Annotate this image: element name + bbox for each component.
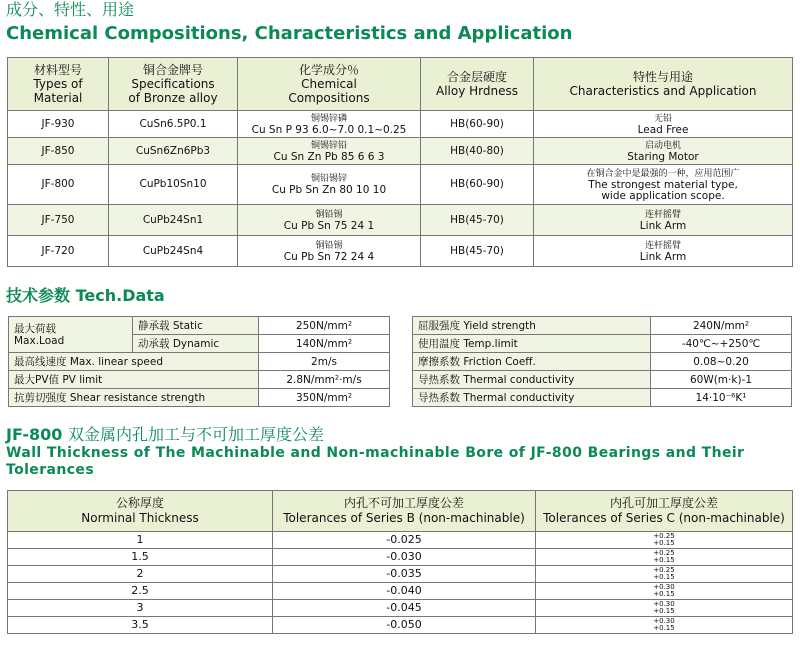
- header-application: 特性与用途 Characteristics and Application: [534, 58, 793, 111]
- header-series-c: 内孔可加工厚度公差 Tolerances of Series C (non-machinable): [536, 491, 793, 532]
- cell-type: JF-750: [8, 205, 109, 236]
- table-row: [413, 335, 792, 353]
- table-row: [8, 549, 793, 566]
- cell-series-b: -0.035: [273, 566, 536, 583]
- composition-table: [7, 57, 793, 267]
- table-row: [413, 317, 792, 335]
- friction-label: 摩擦系数 Friction Coeff.: [413, 353, 651, 371]
- cell-series-c: +0.30 +0.15: [536, 600, 793, 617]
- section-title-wall-thickness-en: Wall Thickness of The Machinable and Non-machinable Bore of JF-800 Bearings and Their Tolerances: [6, 445, 745, 478]
- cell-type: JF-800: [8, 165, 109, 205]
- table-row: [8, 111, 793, 138]
- header-type: 材料型号 Types of Material: [8, 58, 109, 111]
- friction-value: 0.08~0.20: [651, 353, 792, 371]
- dynamic-label: 动承载 Dynamic: [133, 335, 259, 353]
- cell-thickness: 1: [8, 532, 273, 549]
- cell-hardness: HB(40-80): [421, 138, 534, 165]
- table-row: [8, 617, 793, 634]
- cell-series-b: -0.025: [273, 532, 536, 549]
- cell-composition: 铜锡锌铅 Cu Sn Zn Pb 85 6 6 3: [238, 138, 421, 165]
- table-row: [9, 317, 390, 335]
- table-row: [8, 138, 793, 165]
- cell-series-c: +0.30 +0.15: [536, 583, 793, 600]
- table-row: [8, 165, 793, 205]
- thermal-value-2: 14·10⁻⁶K¹: [651, 389, 792, 407]
- cell-application: 无铅 Lead Free: [534, 111, 793, 138]
- cell-application: 在铜合金中是最强的一种，应用范围广 The strongest material type, wide application scope.: [534, 165, 793, 205]
- table-row: [8, 532, 793, 549]
- table-row: [9, 353, 390, 371]
- cell-thickness: 1.5: [8, 549, 273, 566]
- table-row: [9, 389, 390, 407]
- header-spec: 铜合金牌号 Specifications of Bronze alloy: [109, 58, 238, 111]
- wall-thickness-table: [7, 490, 793, 634]
- cell-spec: CuPb10Sn10: [109, 165, 238, 205]
- cell-hardness: HB(60-90): [421, 111, 534, 138]
- temp-value: -40℃~+250℃: [651, 335, 792, 353]
- cell-composition: 铜锡锌磷 Cu Sn P 93 6.0~7.0 0.1~0.25: [238, 111, 421, 138]
- cell-hardness: HB(60-90): [421, 165, 534, 205]
- cell-thickness: 2: [8, 566, 273, 583]
- table-row: [413, 389, 792, 407]
- header-hardness: 合金层硬度 Alloy Hrdness: [421, 58, 534, 111]
- cell-series-c: +0.30 +0.15: [536, 617, 793, 634]
- cell-series-c: +0.25 +0.15: [536, 549, 793, 566]
- thermal-label-1: 导热系数 Thermal conductivity: [413, 371, 651, 389]
- table-header-row: [8, 491, 793, 532]
- header-composition: 化学成分％ Chemical Compositions: [238, 58, 421, 111]
- page-title-cn: 成分、特性、用途: [6, 0, 135, 19]
- cell-composition: 铜铅锡 Cu Pb Sn 72 24 4: [238, 236, 421, 267]
- cell-spec: CuPb24Sn4: [109, 236, 238, 267]
- page-title-en: Chemical Compositions, Characteristics and Application: [6, 23, 573, 44]
- table-row: [8, 236, 793, 267]
- shear-label: 抗剪切强度 Shear resistance strength: [9, 389, 259, 407]
- cell-hardness: HB(45-70): [421, 205, 534, 236]
- table-row: [8, 205, 793, 236]
- shear-value: 350N/mm²: [259, 389, 390, 407]
- cell-series-c: +0.25 +0.15: [536, 532, 793, 549]
- temp-label: 使用温度 Temp.limit: [413, 335, 651, 353]
- header-nominal-thickness: 公称厚度 Norminal Thickness: [8, 491, 273, 532]
- table-header-row: [8, 58, 793, 111]
- tech-data-left-table: [8, 316, 390, 407]
- cell-hardness: HB(45-70): [421, 236, 534, 267]
- header-series-b: 内孔不可加工厚度公差 Tolerances of Series B (non-machinable): [273, 491, 536, 532]
- cell-series-b: -0.030: [273, 549, 536, 566]
- table-row: [8, 583, 793, 600]
- cell-composition: 铜铅锡 Cu Pb Sn 75 24 1: [238, 205, 421, 236]
- cell-series-b: -0.040: [273, 583, 536, 600]
- section-title-tech-data: 技术参数 Tech.Data: [6, 286, 165, 305]
- cell-application: 连杆摇臂 Link Arm: [534, 205, 793, 236]
- thermal-label-2: 导热系数 Thermal conductivity: [413, 389, 651, 407]
- table-row: [9, 371, 390, 389]
- cell-series-b: -0.050: [273, 617, 536, 634]
- max-load-label: 最大荷载 Max.Load: [9, 317, 133, 353]
- cell-composition: 铜铅锡锌 Cu Pb Sn Zn 80 10 10: [238, 165, 421, 205]
- speed-label: 最高线速度 Max. linear speed: [9, 353, 259, 371]
- cell-thickness: 2.5: [8, 583, 273, 600]
- cell-type: JF-850: [8, 138, 109, 165]
- cell-type: JF-720: [8, 236, 109, 267]
- thermal-value-1: 60W(m·k)-1: [651, 371, 792, 389]
- section-title-wall-thickness-cn: JF-800 双金属内孔加工与不可加工厚度公差: [6, 425, 325, 444]
- cell-thickness: 3: [8, 600, 273, 617]
- cell-thickness: 3.5: [8, 617, 273, 634]
- cell-spec: CuSn6.5P0.1: [109, 111, 238, 138]
- cell-application: 连杆摇臂 Link Arm: [534, 236, 793, 267]
- table-row: [8, 566, 793, 583]
- cell-application: 启动电机 Staring Motor: [534, 138, 793, 165]
- pv-label: 最大PV值 PV limit: [9, 371, 259, 389]
- static-value: 250N/mm²: [259, 317, 390, 335]
- tech-data-right-table: [412, 316, 792, 407]
- dynamic-value: 140N/mm²: [259, 335, 390, 353]
- cell-spec: CuPb24Sn1: [109, 205, 238, 236]
- table-row: [413, 371, 792, 389]
- cell-type: JF-930: [8, 111, 109, 138]
- speed-value: 2m/s: [259, 353, 390, 371]
- cell-series-b: -0.045: [273, 600, 536, 617]
- pv-value: 2.8N/mm²·m/s: [259, 371, 390, 389]
- cell-spec: CuSn6Zn6Pb3: [109, 138, 238, 165]
- yield-label: 屈服强度 Yield strength: [413, 317, 651, 335]
- table-row: [8, 600, 793, 617]
- table-row: [413, 353, 792, 371]
- cell-series-c: +0.25 +0.15: [536, 566, 793, 583]
- yield-value: 240N/mm²: [651, 317, 792, 335]
- static-label: 静承载 Static: [133, 317, 259, 335]
